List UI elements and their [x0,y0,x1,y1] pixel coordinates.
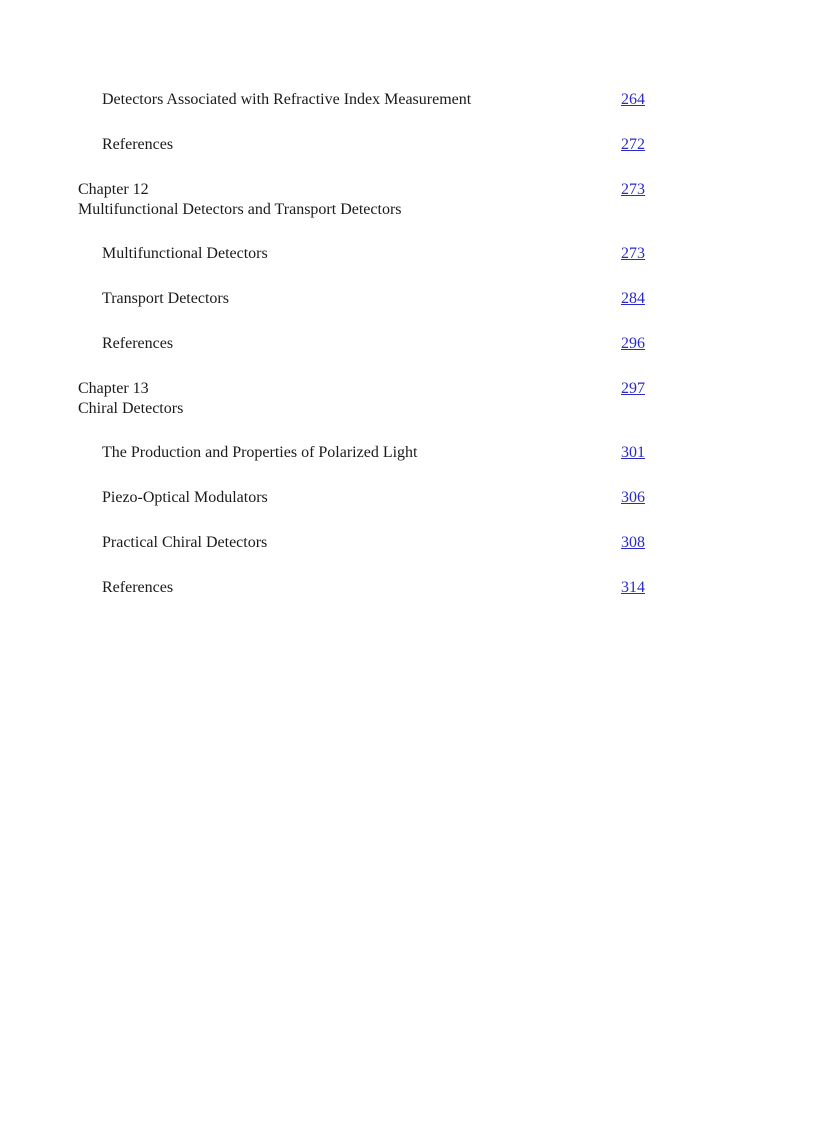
toc-entry-title: Practical Chiral Detectors [102,534,268,551]
toc-page-link[interactable]: 314 [621,579,645,596]
toc-entry-title: References [102,136,174,153]
toc-chapter-heading [78,379,183,419]
toc-page-link[interactable]: 273 [621,181,645,198]
toc-chapter-heading [78,180,402,220]
toc-entry-title: References [102,335,174,352]
toc-page-link[interactable]: 308 [621,534,645,551]
toc-entry-title: The Production and Properties of Polarized Light [102,444,418,461]
chapter-label: Chapter 13 [78,380,149,397]
chapter-title: Chiral Detectors [78,400,184,417]
toc-entry-title: Detectors Associated with Refractive Index Measurement [102,91,472,108]
toc-entry-title: References [102,579,174,596]
toc-page-link[interactable]: 273 [621,245,645,262]
toc-page-link[interactable]: 284 [621,290,645,307]
toc-page-link[interactable]: 297 [621,380,645,397]
toc-page-link[interactable]: 301 [621,444,645,461]
toc-page-link[interactable]: 296 [621,335,645,352]
chapter-title: Multifunctional Detectors and Transport Detectors [78,201,402,218]
chapter-label: Chapter 12 [78,181,149,198]
toc-entry-title: Multifunctional Detectors [102,245,268,262]
toc-entry-title: Piezo-Optical Modulators [102,489,268,506]
toc-page-link[interactable]: 272 [621,136,645,153]
toc-page-link[interactable]: 306 [621,489,645,506]
toc-entry-title: Transport Detectors [102,290,229,307]
toc-page-link[interactable]: 264 [621,91,645,108]
